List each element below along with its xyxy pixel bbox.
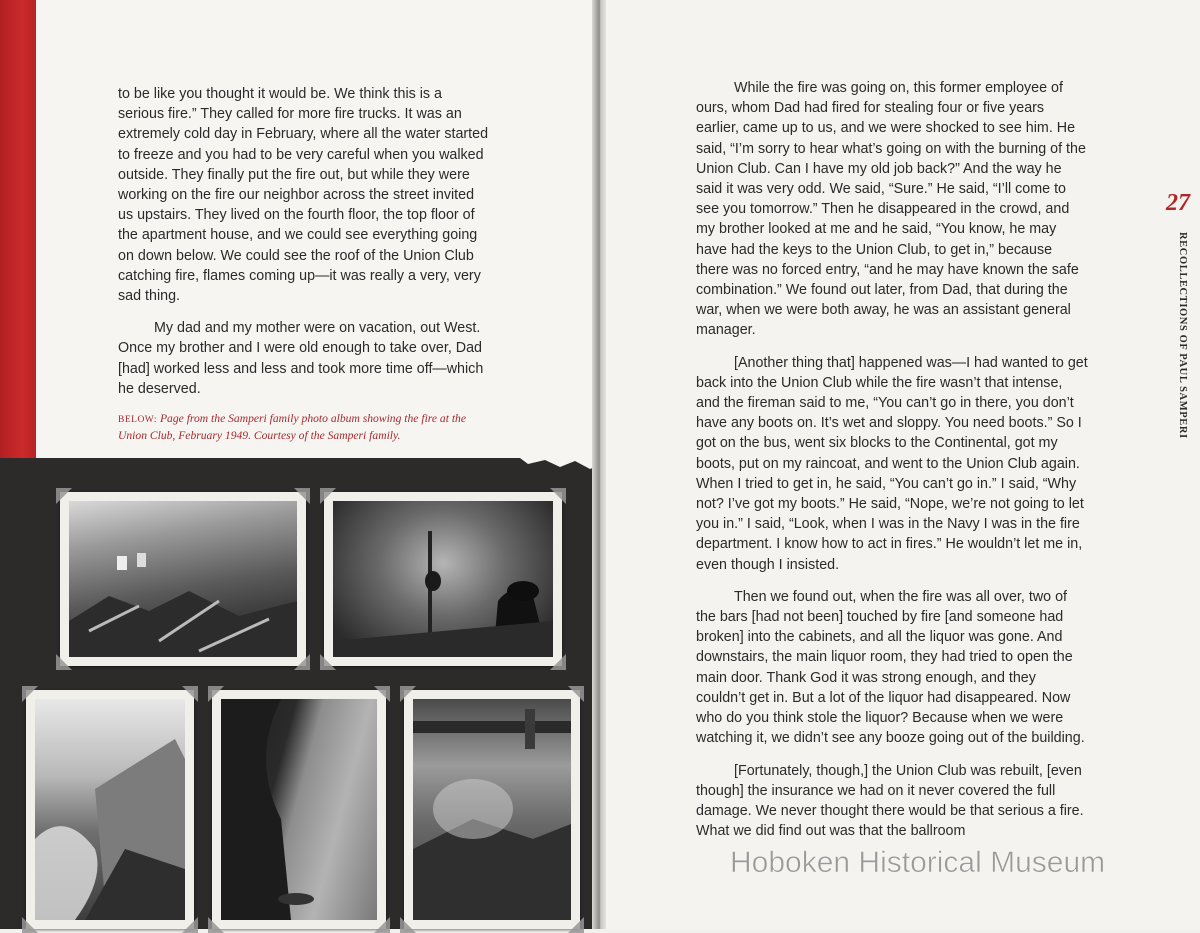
smoldering-debris-photo [413, 699, 571, 920]
left-paragraph-2: My dad and my mother were on vacation, out West. Once my brother and I were old enough to take over, Dad [had] worked less and less and took more time off—which he deserved. [118, 320, 484, 397]
album-photo-4 [212, 690, 386, 929]
firefighters-photo [333, 501, 553, 657]
right-paragraph-1: While the fire was going on, this former employee of ours, whom Dad had fired for stealing four or five years earlier, came up to us, and we were shocked to see him. He said, “I’m sorry to hear what’s going on with the burning of the Union Club. Can I have my old job back?” And the way he said it was very odd. We said, “Sure.” He said, “I’ll come to see you tomorrow.” Then he disappeared in the crowd, and my brother looked at me and he said, “You know, he may have had the keys to the Union Club, to get in,” because there was no forced entry, “and he may have known the safe combination.” We found out later, from Dad, that during the war, when we were both away, he was an assistant general manager. [696, 80, 1086, 339]
page-number: 27 [1166, 190, 1190, 216]
caption-text: Page from the Samperi family photo album showing the fire at the Union Club, February 1949. Courtesy of the Samperi family. [118, 412, 466, 442]
right-paragraph-3: Then we found out, when the fire was all over, two of the bars [had not been] touched by fire [and someone had broken] into the cabinets, and all the liquor was gone. And downstairs, the main liquor room, they had tried to open the main door. Thank God it was strong enough, and they couldn’t get in. But a lot of the liquor had disappeared. Now who do you think stole the liquor? Because when we were watching it, we didn’t see any booze going out of the building. [696, 588, 1085, 747]
album-torn-edge [0, 458, 598, 474]
red-margin-bar [0, 0, 36, 470]
caption-lead: BELOW: [118, 415, 158, 425]
museum-watermark: Hoboken Historical Museum [730, 846, 1106, 879]
right-paragraph-2: [Another thing that] happened was—I had wanted to get back into the Union Club while the fire wasn’t that intense, and the fireman said to me, “You can’t go in there, you don’t have any boots on. It’s wet and sloppy. You need boots.” So I got on the bus, went six blocks to the Continental, got my boots, put on my raincoat, and went to the Union Club again. When I tried to get in, he said, “You can’t go in.” I said, “Why not? I’ve got my boots.” He said, “Nope, we’re not going to let you in.” I said, “Look, when I was in the Navy I was in the fire department. I know how to act in fires.” He wouldn’t let me in, even though I insisted. [696, 354, 1088, 573]
photo-caption [118, 411, 484, 444]
album-photo-5 [404, 690, 580, 929]
dark-interior-photo [221, 699, 377, 920]
album-photo-3 [26, 690, 194, 929]
building-collapse-photo [35, 699, 185, 920]
running-head: RECOLLECTIONS OF PAUL SAMPERI [1177, 232, 1188, 439]
left-paragraph-1: to be like you thought it would be. We think this is a serious fire.” They called for more fire trucks. It was an extremely cold day in February, where all the water started to freeze and you had to be very careful when you walked outside. They finally put the fire out, but while they were working on the fire our neighbor across the street invited us upstairs. They lived on the fourth floor, the top floor of the apartment house, and we could see everything going on down below. We could see the roof of the Union Club catching fire, flames coming up—it was really a very, very sad thing. [118, 86, 489, 305]
left-page-text [118, 84, 490, 399]
right-page-text [696, 78, 1088, 853]
fire-ruins-photo [69, 501, 297, 657]
album-photo-1 [60, 492, 306, 666]
album-photo-2 [324, 492, 562, 666]
right-paragraph-4: [Fortunately, though,] the Union Club was rebuilt, [even though] the insurance we had on it never covered the full damage. We never thought there would be that serious a fire. What we did find out was that the ballroom [696, 762, 1084, 840]
